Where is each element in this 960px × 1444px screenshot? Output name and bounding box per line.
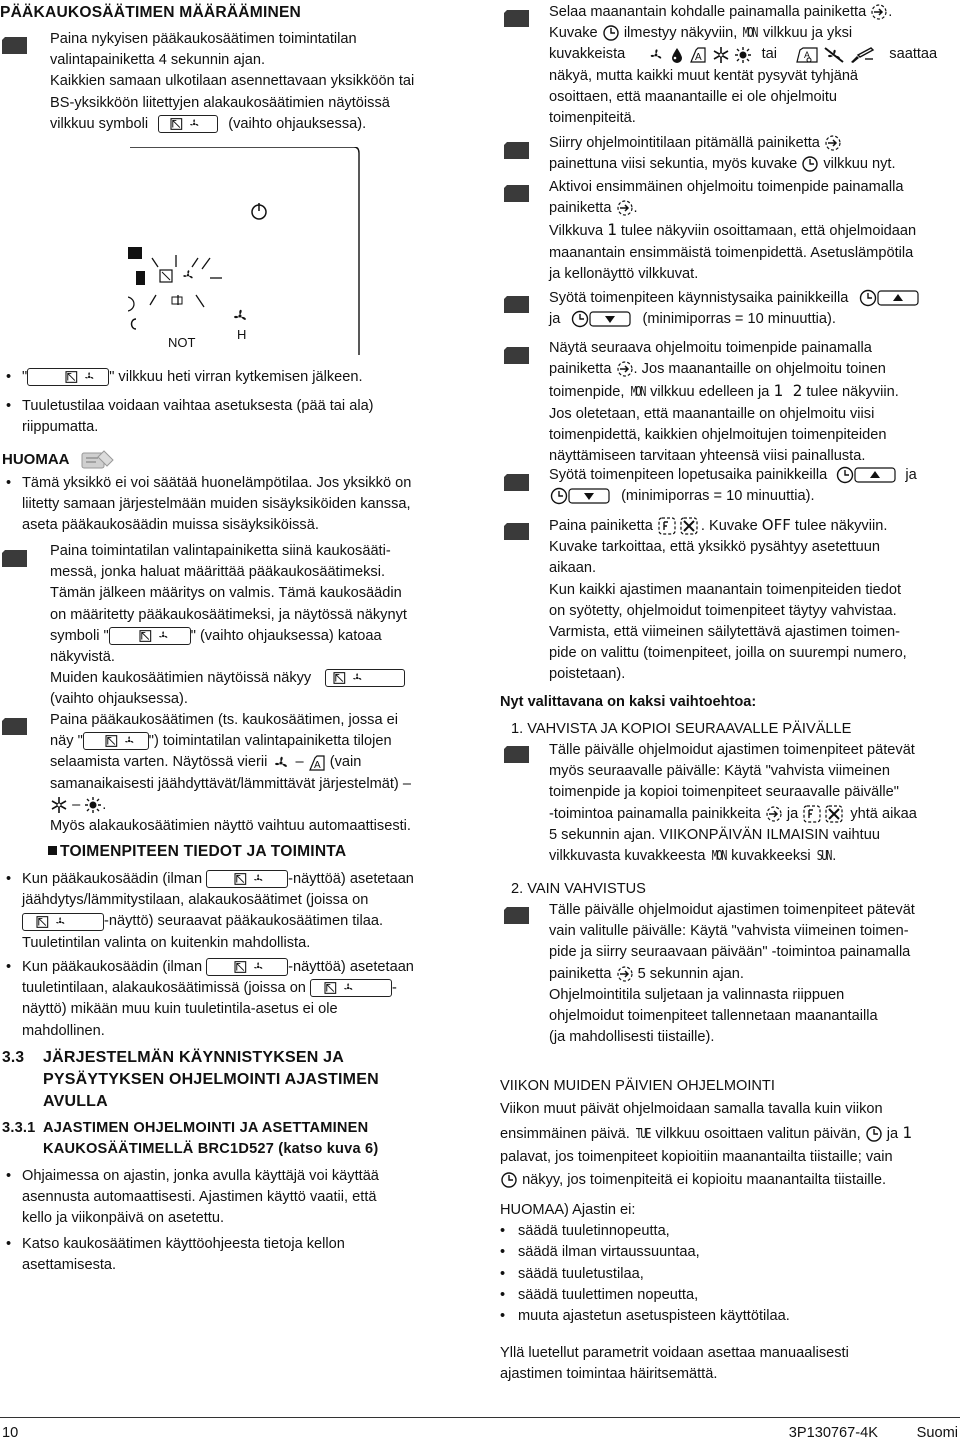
bullet-dot: • — [6, 959, 12, 975]
text-span: (minimiporras = 10 minuuttia). — [621, 488, 815, 505]
text-line: painiketta . — [549, 200, 638, 217]
changeover-icon — [229, 959, 273, 975]
list-item: • muuta ajastetun asetuspisteen käyttötilaa. — [500, 1308, 790, 1325]
text-line — [549, 359, 959, 380]
list-item: • säädä tuuletustilaa, — [500, 1265, 644, 1282]
text-line: AVULLA — [43, 1093, 108, 1110]
auto-clean-icon — [795, 46, 819, 64]
changeover-icon — [60, 369, 104, 385]
timer-note — [500, 1200, 790, 1327]
arrow-button-icon — [870, 3, 888, 21]
text-span: - — [392, 980, 397, 997]
step-badge-9 — [504, 907, 529, 924]
off-indicator: OFF — [761, 516, 791, 534]
text-line — [500, 1121, 960, 1146]
arrow-button-icon — [824, 134, 842, 152]
note-heading: HUOMAA — [2, 451, 70, 468]
page-number: 10 — [2, 1425, 19, 1441]
text-line: Katso kaukosäätimen käyttöohjeesta tietoja kellon — [22, 1236, 345, 1252]
bullet-timer-intro — [22, 1166, 379, 1230]
text-line — [549, 964, 959, 985]
text-line — [549, 804, 959, 825]
r-step2-text — [549, 133, 896, 175]
changeover-icon — [229, 871, 273, 887]
text-line: Ohjaimessa on ajastin, jonka avulla käyttäjä voi käyttää — [22, 1168, 379, 1184]
text-line: poistetaan). — [549, 666, 626, 683]
text-span: näy " — [50, 733, 83, 750]
step1-text — [50, 29, 414, 135]
r-step5-text — [549, 338, 959, 467]
text-line — [22, 911, 462, 932]
heading-main-controller: PÄÄKAUKOSÄÄTIMEN MÄÄRÄÄMINEN — [0, 4, 302, 21]
text-line — [549, 465, 917, 486]
clock-icon — [500, 1171, 518, 1189]
remote-control-illustration — [128, 147, 360, 355]
text-line: Tuuletintilan valinta on kuitenkin mahdollista. — [22, 934, 311, 951]
step3-text — [50, 710, 411, 837]
text-span: " vilkkuu heti virran kytkemisen jälkeen. — [109, 369, 363, 385]
text-span: Kun pääkaukosäädin (ilman — [22, 959, 203, 975]
text-line — [500, 1169, 960, 1192]
text-line — [50, 731, 411, 752]
text-line: on määritetty pääkaukosäätimeksi, ja näytössä näkynyt — [50, 606, 407, 623]
text-span: TOIMENPITEEN TIEDOT JA TOIMINTA — [60, 843, 347, 860]
fan-icon — [271, 754, 291, 772]
text-line: aseta pääkaukosäädin muissa sisäyksiköissä. — [22, 517, 319, 534]
text-line: Aktivoi ensimmäinen ohjelmoitu toimenpide painamalla — [549, 179, 904, 195]
program-number-1-2: 1 2 — [773, 381, 803, 401]
text-line: Paina toimintatilan valintapainiketta siinä kaukosääti- — [50, 543, 391, 559]
text-line: näkyä, mutta kaikki muut kentät pysyvät tyhjänä — [549, 67, 859, 84]
text-line: vain valitulle päivälle: Käytä "vahvista viimeinen toimen- — [549, 923, 909, 940]
text-span: painiketta — [549, 965, 612, 982]
text-line: AJASTIMEN OHJELMOINTI JA ASETTAMINEN — [43, 1120, 369, 1136]
day-mon-indicator: MON — [630, 385, 645, 401]
text-line: ja kellonäyttö vilkkuvat. — [549, 265, 699, 282]
text-span: tulee näkyviin. — [794, 518, 888, 534]
r-step3-text — [549, 177, 959, 285]
note-bullet-1 — [22, 473, 462, 537]
text-line — [549, 309, 920, 330]
text-span: painettuna viisi sekuntia, myös kuvake — [549, 156, 798, 173]
text-line — [549, 23, 959, 44]
day-sun-indicator: SUN — [816, 849, 831, 865]
text-line — [549, 288, 920, 309]
changeover-symbol-box — [158, 115, 218, 133]
text-line: Kun kaikki ajastimen maanantain toimenpiteiden tiedot — [549, 581, 902, 598]
text-line: on syötetty, ohjelmoidut toimenpiteet täytyy vahvistaa. — [549, 602, 897, 619]
on-off-buttons-icon — [802, 804, 846, 824]
text-span: vilkkuu ja yksi — [762, 25, 853, 42]
changeover-icon — [165, 116, 209, 132]
auto-mode-icon — [308, 754, 326, 772]
r-step7-text — [549, 515, 959, 686]
r-step4-text — [549, 288, 920, 330]
section-heading-3-3 — [43, 1047, 379, 1113]
text-span: vilkkuu edelleen ja — [650, 384, 770, 401]
bullet-dot: • — [6, 1236, 12, 1252]
heating-icon — [84, 796, 102, 814]
clock-up-button-icon — [835, 465, 897, 485]
text-span: ") toimintatilan valintapainiketta tilojen — [148, 733, 392, 750]
text-span: " — [22, 369, 28, 385]
text-line: toimenpide ja kopioi toimenpiteet seuraavalle päivälle" — [549, 784, 899, 801]
fan-icon — [647, 46, 665, 64]
mode-icons — [647, 46, 755, 62]
text-span: vilkkuu symboli — [50, 115, 149, 132]
text-line: vilkkuvasta kuvakkeesta MON kuvakkeeksi SUN . — [549, 846, 959, 867]
dry-icon — [669, 46, 685, 64]
text-span: Syötä toimenpiteen lopetusaika painikkeilla — [549, 467, 828, 483]
text-line: näkyvistä. — [50, 649, 115, 666]
text-span: ja — [786, 805, 799, 822]
section-heading-operation — [48, 841, 346, 862]
text-line: HUOMAA) Ajastin ei: — [500, 1202, 636, 1218]
changeover-icon — [31, 914, 75, 930]
text-line: samanaikaisesti jäähdyttävät/lämmittävät järjestelmät) – — [50, 775, 411, 792]
text-line: aikaan. — [549, 560, 597, 577]
text-span: vilkkuu osoittaen valitun päivän, — [655, 1126, 861, 1142]
text-line — [22, 978, 462, 999]
text-line — [50, 668, 407, 689]
text-span: Selaa maanantain kohdalle painamalla painiketta — [549, 4, 867, 20]
step-badge-2 — [2, 550, 27, 567]
text-span: Paina painiketta — [549, 518, 653, 534]
text-line: asettamisesta. — [22, 1257, 117, 1274]
text-span: . Jos maanantaille on ohjelmoitu toinen — [633, 361, 886, 378]
r-step6-text — [549, 465, 917, 507]
text-line — [549, 133, 896, 154]
text-line: JÄRJESTELMÄN KÄYNNISTYKSEN JA — [43, 1049, 344, 1066]
bullet-dot: • — [6, 475, 12, 491]
bullet-changeover-note — [22, 367, 363, 388]
text-line: PYSÄYTYKSEN OHJELMOINTI AJASTIMEN — [43, 1071, 379, 1088]
text-span: (vaihto ohjauksessa). — [228, 115, 367, 132]
changeover-icon — [319, 980, 363, 996]
step-badge-8 — [504, 746, 529, 763]
text-span: ensimmäinen päivä. — [500, 1126, 630, 1142]
text-line — [549, 219, 959, 242]
step-badge-2 — [504, 142, 529, 159]
text-span: vilkkuu nyt. — [823, 156, 896, 173]
changeover-symbol-box — [27, 368, 109, 386]
text-line: liitetty samaan järjestelmään muiden sisäyksiköiden kanssa, — [22, 496, 411, 513]
changeover-icon — [134, 628, 178, 644]
text-line: pide ja siirry seuraavaan päivään" -toimintoa painamalla — [549, 944, 911, 961]
text-line: 5 sekunnin ajan. VIIKONPÄIVÄN ILMAISIN vaihtuu — [549, 826, 880, 843]
text-line: asennusta automaattisesti. Ajastimen käyttö vaatii, että — [22, 1189, 377, 1206]
heating-icon — [734, 46, 752, 64]
text-line: Tälle päivälle ohjelmoidut ajastimen toimenpiteet pätevät — [549, 902, 915, 918]
language-label: Suomi — [916, 1425, 958, 1441]
text-line: Paina pääkaukosäätimen (ts. kaukosäätimen, jossa ei — [50, 712, 399, 728]
text-span: ja — [886, 1126, 899, 1142]
text-line: (vaihto ohjauksessa). — [50, 691, 188, 708]
text-line: riippumatta. — [22, 419, 99, 436]
text-span: Siirry ohjelmointitilaan pitämällä painiketta — [549, 135, 820, 151]
text-span: kuvakkeeksi — [731, 848, 811, 865]
document-code: 3P130767-4K — [788, 1425, 878, 1441]
step-badge-3 — [504, 185, 529, 202]
text-line: palavat, jos toimenpiteet kopioitiin maanantailta tiistaille; vain — [500, 1149, 893, 1165]
text-line: Myös alakaukosäätimien näyttö vaihtuu automaattisesti. — [50, 818, 411, 835]
program-number-1: 1 — [902, 1123, 912, 1142]
panel-h-label: H — [237, 327, 247, 342]
changeover-symbol-box — [310, 979, 392, 997]
step-badge-5 — [504, 347, 529, 364]
arrow-button-icon — [616, 965, 634, 983]
text-span: tulee näkyviin. — [806, 384, 899, 401]
text-line — [50, 752, 411, 773]
r-step9-text — [549, 900, 959, 1048]
choices-heading: Nyt valittavana on kaksi vaihtoehtoa: — [500, 694, 757, 710]
bullet-dot: • — [6, 398, 12, 414]
step-badge-4 — [504, 296, 529, 313]
arrow-button-icon — [765, 805, 783, 823]
text-span: (vain — [329, 754, 362, 771]
changeover-symbol-box — [206, 958, 288, 976]
cooling-icon — [50, 796, 68, 814]
text-line: myös seuraavalle päivälle: Käytä "vahvista viimeinen — [549, 763, 891, 780]
text-line: – . — [50, 795, 411, 816]
arrow-button-icon — [616, 360, 634, 378]
filter-clean-icon — [849, 46, 875, 64]
text-line: valintapainiketta 4 sekunnin ajan. — [50, 52, 266, 69]
text-span: -näyttö) seuraavat pääkaukosäätimen tilaa. — [104, 913, 384, 930]
clock-down-button-icon — [549, 486, 611, 506]
text-span: -näyttöä) asetetaan — [288, 959, 414, 975]
text-span: (minimiporras = 10 minuuttia). — [642, 311, 836, 328]
text-span: ja — [549, 311, 561, 328]
text-line: Paina nykyisen pääkaukosäätimen toimintatilan — [50, 31, 357, 47]
text-span: kuvakkeista — [549, 46, 626, 63]
final-note — [500, 1343, 849, 1385]
cooling-icon — [712, 46, 730, 64]
text-line — [50, 114, 414, 135]
section-number-3-3: 3.3 — [2, 1049, 25, 1066]
text-line — [549, 154, 896, 175]
text-line: Tämän jälkeen määritys on valmis. Tämä kaukosäädin — [50, 585, 402, 602]
clock-icon — [865, 1125, 883, 1143]
text-line — [549, 380, 959, 403]
r-step1-text — [549, 2, 959, 129]
week-programming — [500, 1075, 960, 1192]
text-line: Kaikkien samaan ulkotilaan asennettavaan yksikköön tai — [50, 73, 415, 90]
bullet-dot: • — [6, 369, 12, 385]
text-line: messä, jonka haluat määrittää pääkaukosäätimeksi. — [50, 564, 386, 581]
step-badge-7 — [504, 523, 529, 540]
changeover-icon — [100, 733, 144, 749]
panel-not-label: NOT — [168, 335, 196, 350]
fan-off-icon — [823, 46, 845, 64]
text-span: Tämä yksikkö ei voi säätää huonelämpötilaa. — [22, 475, 313, 491]
text-line: osoittaen, että maanantaille ei ole ohjelmoitu — [549, 88, 838, 105]
text-line — [22, 957, 462, 978]
text-span: näkyy, jos toimenpiteitä ei kopioitu maanantailta tiistaille. — [522, 1172, 887, 1188]
text-line: toimenpidettä, kaikkien ohjelmoitujen toimenpiteiden — [549, 426, 887, 443]
text-span: vilkkuvasta kuvakkeesta — [549, 848, 706, 865]
text-line: Yllä luetellut parametrit voidaan asettaa manuaalisesti — [500, 1345, 849, 1361]
text-span: toimenpide, — [549, 384, 625, 401]
text-line: (ja mahdollisesti tiistaille). — [549, 1029, 715, 1046]
text-span: Muiden kaukosäätimien näytöissä näkyy — [50, 670, 312, 687]
text-span: -näyttöä) asetetaan — [288, 871, 414, 887]
changeover-symbol-box — [83, 732, 149, 750]
section-number-3-3-1: 3.3.1 — [2, 1120, 36, 1136]
text-span: – — [295, 754, 304, 771]
text-span: ja — [905, 467, 917, 483]
text-span: tuuletintilaan, alakaukosäätimissä (joissa on — [22, 980, 306, 997]
text-line: Viikon muut päivät ohjelmoidaan samalla tavalla kuin viikon — [500, 1101, 883, 1117]
text-span: yhtä aikaa — [850, 805, 917, 822]
mode-icons-2 — [795, 46, 879, 62]
square-bullet-icon — [48, 846, 57, 855]
clock-down-button-icon — [570, 309, 632, 329]
text-line: Tuuletustilaa voidaan vaihtaa asetuksesta (pää tai ala) — [22, 398, 374, 414]
option-2-heading: 2. VAIN VAHVISTUS — [511, 881, 646, 897]
text-span: symboli " — [50, 627, 109, 644]
text-span: – — [72, 796, 81, 813]
step-badge-1 — [2, 37, 27, 54]
section-heading-3-3-1 — [43, 1118, 378, 1160]
text-line: jäähdytys/lämmitystilaan, alakaukosäätimet (joissa on — [22, 892, 369, 909]
text-line: Tälle päivälle ohjelmoidut ajastimen toimenpiteet pätevät — [549, 742, 915, 758]
text-span: painiketta — [549, 200, 612, 217]
text-line: maanantain ensimmäistä toimenpidettä. Asetuslämpötila — [549, 244, 914, 261]
list-item: • säädä ilman virtaussuuntaa, — [500, 1244, 700, 1261]
text-line: näyttö) mikään muu kuin tuuletintila-asetus ei ole — [22, 1001, 338, 1018]
text-span: Kuvake — [549, 25, 598, 42]
day-tue-indicator: TUE — [635, 1127, 650, 1142]
day-mon-indicator: MON — [743, 26, 758, 42]
text-line — [22, 869, 462, 890]
program-number-1: 1 — [607, 220, 617, 240]
r-step8-text — [549, 740, 959, 867]
changeover-symbol-box — [206, 870, 288, 888]
step-badge-1 — [504, 10, 529, 27]
text-line: KAUKOSÄÄTIMELLÄ BRC1D527 (katso kuva 6) — [43, 1141, 379, 1158]
text-line: näyttämiseen tarvitaan yhteensä viisi painallusta. — [549, 448, 866, 465]
text-span: Syötä toimenpiteen käynnistysaika painikkeilla — [549, 290, 849, 306]
arrow-button-icon — [616, 199, 634, 217]
on-off-buttons-icon — [657, 516, 701, 536]
bullet-see-manual — [22, 1234, 345, 1276]
day-mon-indicator: MON — [711, 849, 726, 865]
text-line: VIIKON MUIDEN PÄIVIEN OHJELMOINTI — [500, 1078, 775, 1094]
timer-note-list — [500, 1221, 790, 1327]
text-span: Kun pääkaukosäädin (ilman — [22, 871, 203, 887]
step-badge-6 — [504, 474, 529, 491]
clock-up-button-icon — [858, 288, 920, 308]
text-line — [549, 486, 917, 507]
text-line: kello ja viikonpäivä on asetettu. — [22, 1210, 225, 1227]
text-line: pide on valittu (toimenpiteet, joilla on suurempi numero, — [549, 645, 907, 662]
text-line: BS-yksikköön liitettyjen alakaukosäätimien näytöissä — [50, 94, 390, 111]
clock-icon — [602, 24, 620, 42]
text-line: Varmista, että viimeinen säilytettävä ajastimen toimen- — [549, 624, 900, 641]
text-line: mahdollinen. — [22, 1022, 105, 1039]
changeover-symbol-box — [109, 627, 191, 645]
list-item: • säädä tuuletinnopeutta, — [500, 1223, 670, 1240]
text-span: ilmestyy näkyviin, — [623, 25, 738, 42]
option-1-heading: 1. VAHVISTA JA KOPIOI SEURAAVALLE PÄIVÄLLE — [511, 721, 852, 737]
text-line: toimenpiteitä. — [549, 110, 636, 127]
text-line — [549, 44, 959, 65]
text-line: Näytä seuraava ohjelmoitu toimenpide painamalla — [549, 340, 872, 356]
text-span: Vilkkuva — [549, 223, 604, 240]
auto-mode-icon — [689, 46, 707, 64]
bullet-fan-mode — [22, 396, 374, 438]
text-line: ohjelmoidut toimenpiteet tallennetaan maanantailla — [549, 1008, 878, 1025]
text-span: " (vaihto ohjauksessa) katoaa — [190, 627, 382, 644]
text-span: tai — [761, 46, 778, 63]
text-line — [549, 515, 959, 537]
text-span: . Kuvake — [700, 518, 758, 534]
text-line: Jos oletetaan, että maanantaille on ohjelmoitu viisi — [549, 405, 875, 422]
bullet-fan-only — [22, 957, 462, 1042]
bullet-dot: • — [6, 871, 12, 887]
step-badge-3 — [2, 718, 27, 735]
text-span: Jos yksikkö on — [316, 475, 412, 491]
text-line: ajastimen toimintaa häiritsemättä. — [500, 1366, 718, 1383]
bullet-dot: • — [6, 1168, 12, 1184]
clock-icon — [801, 155, 819, 173]
list-item: • säädä tuulettimen nopeutta, — [500, 1286, 699, 1303]
text-span: selaamista varten. Näytössä vierii — [50, 754, 268, 771]
text-span: saattaa — [889, 46, 938, 63]
changeover-symbol-box — [22, 913, 104, 931]
text-line: Ohjelmointitila suljetaan ja valinnasta riippuen — [549, 986, 845, 1003]
bullet-cooling-heating — [22, 869, 462, 954]
text-span: painiketta — [549, 361, 612, 378]
text-span: 5 sekunnin ajan. — [637, 965, 744, 982]
text-line: Kuvake tarkoittaa, että yksikkö pysähtyy asetettuun — [549, 539, 880, 556]
changeover-icon — [328, 670, 372, 686]
text-span: -toimintoa painamalla painikkeita — [549, 805, 761, 822]
changeover-symbol-box — [325, 669, 405, 687]
text-line — [50, 626, 407, 647]
step2-text — [50, 541, 407, 711]
footer-divider — [0, 1417, 960, 1418]
text-line: Selaa maanantain kohdalle painamalla painiketta . — [549, 4, 893, 20]
text-span: tulee näkyviin osoittamaan, että ohjelmoidaan — [620, 223, 917, 240]
